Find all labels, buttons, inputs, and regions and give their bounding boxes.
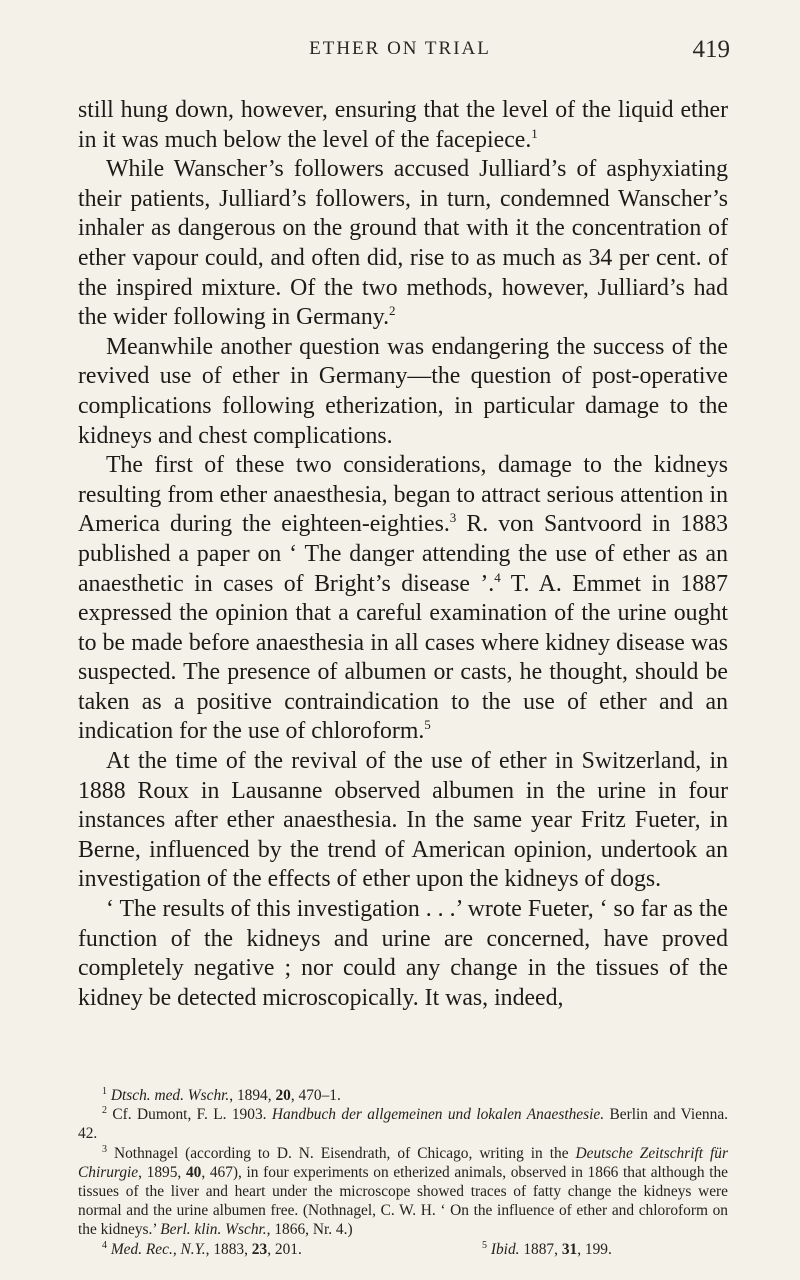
footnote-4: $^4$ Med. Rec., N.Y., 1883, 23, 201. xyxy=(102,1239,302,1258)
footnote-row xyxy=(78,1240,728,1259)
footnote-1: $^1$ Dtsch. med. Wschr., 1894, 20, 470–1. xyxy=(102,1086,341,1104)
page-header xyxy=(0,36,800,76)
paragraph-text: still hung down, however, ensuring that the level of the liquid ether in it was much below the level of the facepiece. xyxy=(78,97,728,153)
footnote-ref: 4 xyxy=(494,569,501,585)
page-number: 419 xyxy=(692,36,730,63)
paragraph-text: T. A. Emmet in 1887 expressed the opinion that a careful examination of the urine ought to be made before anaesthesia in all cases where kidney disease was suspected. The presence of albumen or casts, he thought, should be taken as a positive contraindication to the use of ether and an indication for the use of chloroform. xyxy=(78,570,728,745)
paragraph xyxy=(78,747,728,895)
footnote-ref: 2 xyxy=(389,303,396,319)
paragraph xyxy=(78,333,728,451)
footnotes xyxy=(78,1086,728,1259)
paragraph xyxy=(78,895,728,1013)
footnote-5: $^5$ Ibid. 1887, 31, 199. xyxy=(482,1239,612,1258)
paragraph-text: At the time of the revival of the use of ether in Switzerland, in 1888 Roux in Lausanne observed albumen in the urine in four instances after ether anaesthesia. In the same year Fritz Fueter, in Berne, influenced by the trend of American opinion, undertook an investigation of the effects of ether upon the kidneys of dogs. xyxy=(78,748,728,893)
paragraph-text: ‘ The results of this investigation . . .’ wrote Fueter, ‘ so far as the function of the kidneys and urine are concerned, have proved completely negative ; nor could any change in the tissues of the kidney be detected microscopically. It was, indeed, xyxy=(78,896,728,1011)
paragraph xyxy=(78,451,728,747)
paragraph-text: The first of these two considerations, damage to the kidneys resulting from ether anaesthesia, began to attract serious attention in America during the eighteen-eighties. xyxy=(78,452,728,538)
footnote-2: $^2$ Cf. Dumont, F. L. 1903. Handbuch der allgemeinen und lokalen Anaesthesie. Berlin and Vienna. 42. xyxy=(78,1105,729,1143)
footnote-3: $^3$ Nothnagel (according to D. N. Eisendrath, of Chicago, writing in the Deutsche Zeitschrift für Chirurgie, 1895, 40, 467), in four experiments on etherized animals, observed in 1866 that although the tissues of the liver and heart under the microscope showed traces of fatty change the kidneys were normal and the urine albumen free. (Nothnagel, C. W. H. ‘ On the influence of ether and chloroform on the kidneys.’ Berl. klin. Wschr., 1866, Nr. 4.) xyxy=(78,1143,729,1239)
paragraph xyxy=(78,155,728,333)
footnote-ref: 1 xyxy=(531,125,538,141)
paragraph-text: Meanwhile another question was endangering the success of the revived use of ether in Germany—the question of post-operative complications following etherization, in particular damage to the kidneys and chest complications. xyxy=(78,333,728,449)
paragraph xyxy=(78,96,728,155)
paragraph-text: While Wanscher’s followers accused Julliard’s of asphyxiating their patients, Julliard’s followers, in turn, condemned Wanscher’s inhaler as dangerous on the ground that with it the concentration of ether vapour could, and often did, rise to as much as 34 per cent. of the inspired mixture. Of the two methods, however, Julliard’s had the wider following in Germany. xyxy=(78,156,728,331)
paragraph-text: R. von Santvoord in 1883 published a paper on ‘ The danger attending the use of ether as an anaesthetic in cases of Bright’s disease ’. xyxy=(78,511,728,597)
body-text xyxy=(78,96,728,1013)
footnote-ref: 3 xyxy=(449,510,457,526)
footnote-ref: 5 xyxy=(424,717,431,733)
running-head: ETHER ON TRIAL xyxy=(309,38,491,59)
